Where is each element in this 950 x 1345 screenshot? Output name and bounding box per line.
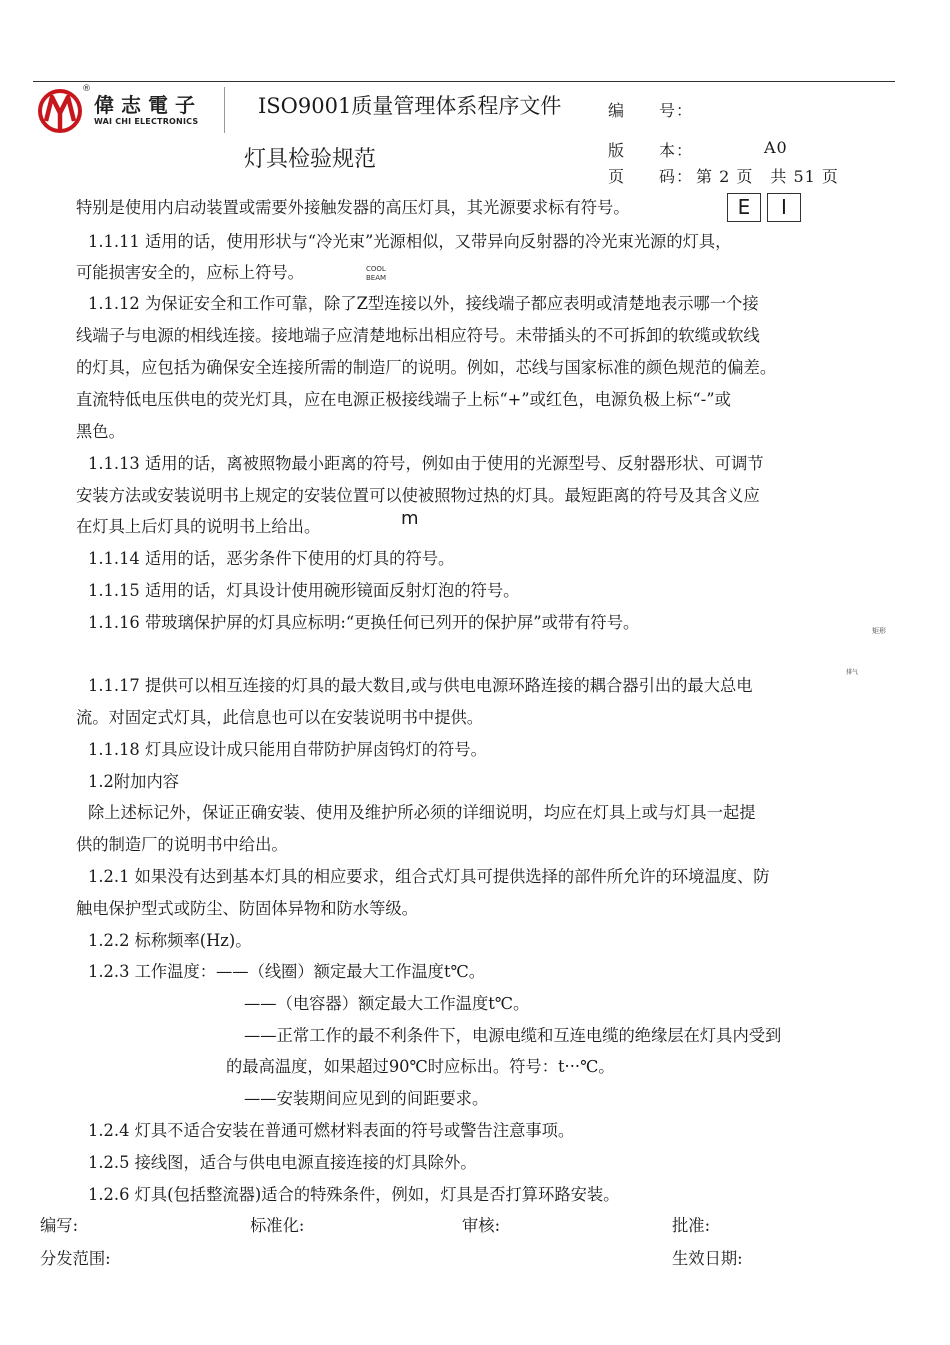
footer-effective-date-label: 生效日期: [672, 1249, 743, 1268]
body-text-line: 1.2.2 标称频率(Hz)。 [88, 931, 252, 950]
body-text-line: 流。对固定式灯具，此信息也可以在安装说明书中提供。 [76, 708, 484, 727]
body-text-line: 1.1.16 带玻璃保护屏的灯具应标明:“更换任何已列开的保护屏”或带有符号。 [88, 613, 640, 632]
body-text-line: 1.1.17 提供可以相互连接的灯具的最大数目,或与供电电源环路连接的耦合器引出的最大总电 [88, 676, 753, 695]
body-text-line: ——（电容器）额定最大工作温度t℃。 [244, 994, 530, 1013]
document-code-label: 编 号： [608, 101, 694, 120]
document-name: 灯具检验规范 [244, 147, 377, 172]
registered-mark: ® [82, 84, 91, 94]
footer-distribution-label: 分发范围: [40, 1249, 111, 1268]
symbol-box-e: E [727, 193, 761, 222]
body-text-line: 安装方法或安装说明书上规定的安装位置可以使被照物过热的灯具。最短距离的符号及其含义应 [76, 486, 760, 505]
body-text-line: 1.2附加内容 [88, 772, 180, 791]
footer-review-label: 审核: [462, 1216, 501, 1235]
body-text-line: 的最高温度，如果超过90℃时应标出。符号：t···℃。 [226, 1057, 615, 1076]
version-value: A0 [764, 138, 788, 157]
logo-english-name: WAI CHI ELECTRONICS [94, 117, 199, 126]
body-text-line: 1.1.11 适用的话，使用形状与“冷光束”光源相似，又带异向反射器的冷光束光源的灯具， [88, 232, 732, 251]
body-text-line: 1.2.5 接线图，适合与供电电源直接连接的灯具除外。 [88, 1153, 477, 1172]
body-text-line: 1.2.4 灯具不适合安装在普通可燃材料表面的符号或警告注意事项。 [88, 1121, 575, 1140]
body-text-line: 1.1.15 适用的话，灯具设计使用碗形镜面反射灯泡的符号。 [88, 581, 520, 600]
small-note-b: 排气 [846, 669, 859, 676]
small-note-a: 矩形 [872, 627, 886, 635]
page-label: 页 码： [608, 167, 694, 186]
body-text-line: 除上述标记外，保证正确安装、使用及维护所必须的详细说明，均应在灯具上或与灯具一起提 [88, 803, 756, 822]
cool-beam-symbol [366, 265, 386, 283]
body-text-line: 可能损害安全的，应标上符号。 [76, 263, 304, 282]
body-text-line: 的灯具，应包括为确保安全连接所需的制造厂的说明。例如，芯线与国家标准的颜色规范的偏差。 [76, 358, 777, 377]
body-text-line: 触电保护型式或防尘、防固体异物和防水等级。 [76, 899, 418, 918]
body-text-line: 1.2.6 灯具(包括整流器)适合的特殊条件，例如，灯具是否打算环路安装。 [88, 1185, 620, 1204]
body-text-line: 1.2.1 如果没有达到基本灯具的相应要求，组合式灯具可提供选择的部件所允许的环境温度、防 [88, 867, 770, 886]
footer-approve-label: 批准: [672, 1216, 711, 1235]
symbol-box-i: I [767, 193, 801, 222]
logo-chinese-name: 偉志電子 [94, 93, 202, 117]
footer-standard-label: 标准化: [250, 1216, 305, 1235]
body-text-line: ——正常工作的最不利条件下，电源电缆和互连电缆的绝缘层在灯具内受到 [244, 1026, 782, 1045]
body-text-line: 黑色。 [76, 422, 125, 441]
version-label: 版 本： [608, 141, 694, 160]
company-logo [36, 84, 225, 133]
page-value: 第 2 页 共 51 页 [696, 167, 839, 186]
body-text-line: 线端子与电源的相线连接。接地端子应清楚地标出相应符号。未带插头的不可拆卸的软缆或软线 [76, 326, 760, 345]
header-top-rule [33, 81, 895, 82]
beam-label: BEAM [366, 274, 387, 282]
body-text-line: 1.1.13 适用的话，离被照物最小距离的符号，例如由于使用的光源型号、反射器形状、可调节 [88, 454, 764, 473]
cool-label: COOL [366, 265, 386, 273]
body-text-line: 1.2.3 工作温度：——（线圈）额定最大工作温度t℃。 [88, 962, 485, 981]
logo-divider [224, 87, 225, 133]
body-text-line: 1.1.14 适用的话，恶劣条件下使用的灯具的符号。 [88, 549, 455, 568]
body-text-line: 1.1.12 为保证安全和工作可靠，除了Z型连接以外，接线端子都应表明或清楚地表示哪一个接 [88, 294, 759, 313]
distance-symbol-m: m [401, 508, 419, 529]
body-text-line: 直流特低电压供电的荧光灯具，应在电源正极接线端子上标“+”或红色，电源负极上标“-”或 [76, 390, 731, 409]
footer-author-label: 编写: [40, 1216, 79, 1235]
body-text-line: 1.1.18 灯具应设计成只能用自带防护屏卤钨灯的符号。 [88, 740, 487, 759]
document-system-title: ISO9001质量管理体系程序文件 [258, 94, 562, 118]
logo-mark-icon [36, 87, 88, 133]
body-text-line: 供的制造厂的说明书中给出。 [76, 835, 288, 854]
body-text-line: 在灯具上后灯具的说明书上给出。 [76, 517, 321, 536]
body-text-line: 特别是使用内启动装置或需要外接触发器的高压灯具，其光源要求标有符号。 [76, 198, 630, 217]
body-text-line: ——安装期间应见到的间距要求。 [244, 1089, 489, 1108]
